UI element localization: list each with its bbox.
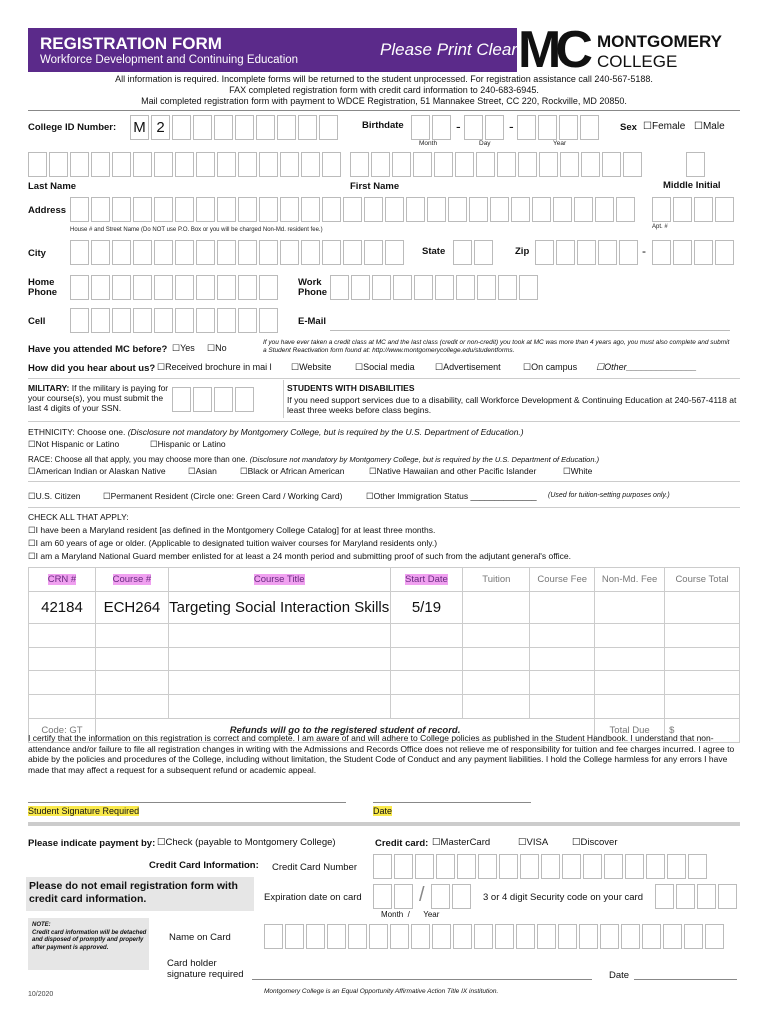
national-guard-checkbox[interactable]: ☐I am a Maryland National Guard member enlisted for at least a 24 month period and submitting proof of such from the adjutant general's office. xyxy=(28,551,571,561)
form-title: REGISTRATION FORM xyxy=(40,34,222,53)
birth-month-field[interactable] xyxy=(411,115,453,140)
attended-no-checkbox[interactable]: ☐No xyxy=(207,343,227,353)
certify-text: I certify that the information on this registration is correct and complete. I am aware of and will adhere to College policies as published in the Student Handbook. I understand that non-attendance and/or failure to file all registration changes in writing with the Admissions and Records Office does not relieve me of responsibility for tuition and fee charges incurred. I agree to abide by the policies and procedures of the College, including without limitation, the Student Code of Conduct and any payment liabilities. I hold the College harmless for any errors I have made that may affect a request for a subsequent refund or academic appeal. xyxy=(28,733,735,775)
discover-checkbox[interactable]: ☐Discover xyxy=(572,837,618,848)
heard-website[interactable]: ☐Website xyxy=(291,362,332,372)
ssn-field[interactable] xyxy=(172,387,256,412)
exp-month-field[interactable] xyxy=(373,884,415,909)
female-checkbox[interactable]: ☐Female xyxy=(643,121,686,132)
heard-other[interactable]: ☐Other______________ xyxy=(596,362,697,372)
hispanic-checkbox[interactable]: ☐Hispanic or Latino xyxy=(150,439,226,449)
heard-social[interactable]: ☐Social media xyxy=(355,362,415,372)
first-name-field[interactable] xyxy=(350,152,644,177)
state-field[interactable] xyxy=(453,240,495,265)
email-field[interactable] xyxy=(330,330,730,331)
logo-montgomery: MONTGOMERY xyxy=(597,32,722,51)
us-citizen-checkbox[interactable]: ☐U.S. Citizen xyxy=(28,491,81,501)
form-subtitle: Workforce Development and Continuing Education xyxy=(40,54,299,66)
name-on-card-field[interactable] xyxy=(264,924,726,949)
not-hispanic-checkbox[interactable]: ☐Not Hispanic or Latino xyxy=(28,439,120,449)
divider xyxy=(28,110,740,111)
other-immigration-checkbox[interactable]: ☐Other Immigration Status ______________ xyxy=(366,491,537,501)
card-date-field[interactable] xyxy=(634,979,737,980)
middle-initial-field[interactable] xyxy=(686,152,707,177)
intro-text: All information is required. Incomplete forms will be returned to the student unprocessed. For registration assistance call 240-567-5188. FAX completed registration form with credit card information to 240-683-6945. Mail completed registration form with payment to WDCE Registration, 51 Mannakee Street, CC 220, Rockville, MD 20850. xyxy=(115,74,653,106)
student-signature-field[interactable] xyxy=(28,802,346,803)
logo-college: COLLEGE xyxy=(597,52,678,71)
male-checkbox[interactable]: ☐Male xyxy=(694,121,725,132)
mastercard-checkbox[interactable]: ☐MasterCard xyxy=(432,837,491,848)
course-table: CRN # Course # Course Title Start Date Tuition Course Fee Non-Md. Fee Course Total 42184 ECH264 Targeting Social Interaction Skills 5/19 Code: GT Refunds will go to the registered student of record. Total Due $ xyxy=(28,567,740,743)
age-60-checkbox[interactable]: ☐I am 60 years of age or older. (Applicable to designated tuition waiver courses for Maryland residents only.) xyxy=(28,538,438,548)
city-field[interactable] xyxy=(70,240,406,265)
cc-number-field[interactable] xyxy=(373,854,709,879)
cell-field[interactable] xyxy=(70,308,280,333)
table-row[interactable] xyxy=(29,647,740,671)
heard-brochure[interactable]: ☐Received brochure in mai l xyxy=(157,362,272,372)
heard-campus[interactable]: ☐On campus xyxy=(523,362,578,372)
apt-field[interactable] xyxy=(652,197,736,222)
military-text: MILITARY: If the military is paying for your course(s), you must submit the last 4 digits of your SSN. xyxy=(28,383,169,413)
zip-field[interactable] xyxy=(535,240,640,265)
exp-year-field[interactable] xyxy=(431,884,473,909)
heard-ad[interactable]: ☐Advertisement xyxy=(435,362,501,372)
signature-date-field[interactable] xyxy=(373,802,531,803)
college-id-field[interactable]: M 2 xyxy=(130,115,340,140)
security-code-field[interactable] xyxy=(655,884,739,909)
permanent-resident-checkbox[interactable]: ☐Permanent Resident (Circle one: Green Card / Working Card) xyxy=(103,491,343,501)
md-resident-checkbox[interactable]: ☐I have been a Maryland resident [as defined in the Montgomery College Catalog] for at least three months. xyxy=(28,525,436,535)
print-clearly: Please Print Clearly xyxy=(380,40,530,59)
race-white[interactable]: ☐White xyxy=(563,466,593,476)
work-phone-field[interactable] xyxy=(330,275,540,300)
pay-check-checkbox[interactable]: ☐Check (payable to Montgomery College) xyxy=(157,837,336,848)
college-id-label: College ID Number: xyxy=(28,122,117,133)
table-row[interactable] xyxy=(29,695,740,719)
sex-label: Sex xyxy=(620,122,637,133)
birthdate-label: Birthdate xyxy=(362,120,404,131)
race-asian[interactable]: ☐Asian xyxy=(188,466,217,476)
home-phone-field[interactable] xyxy=(70,275,280,300)
race-black[interactable]: ☐Black or African American xyxy=(240,466,345,476)
attended-yes-checkbox[interactable]: ☐Yes xyxy=(172,343,195,353)
visa-checkbox[interactable]: ☐VISA xyxy=(518,837,549,848)
address-field[interactable] xyxy=(70,197,637,222)
table-row[interactable]: 42184 ECH264 Targeting Social Interaction Skills 5/19 xyxy=(29,591,740,623)
table-row[interactable] xyxy=(29,671,740,695)
race-american-indian[interactable]: ☐American Indian or Alaskan Native xyxy=(28,466,166,476)
birth-day-field[interactable] xyxy=(464,115,506,140)
mc-logo: MC xyxy=(518,21,587,79)
birth-year-field[interactable] xyxy=(517,115,601,140)
race-native-hawaiian[interactable]: ☐Native Hawaiian and other Pacific Islander xyxy=(369,466,537,476)
card-holder-signature-field[interactable] xyxy=(252,979,592,980)
zip-ext-field[interactable] xyxy=(652,240,736,265)
last-name-field[interactable] xyxy=(28,152,343,177)
table-row[interactable] xyxy=(29,623,740,647)
